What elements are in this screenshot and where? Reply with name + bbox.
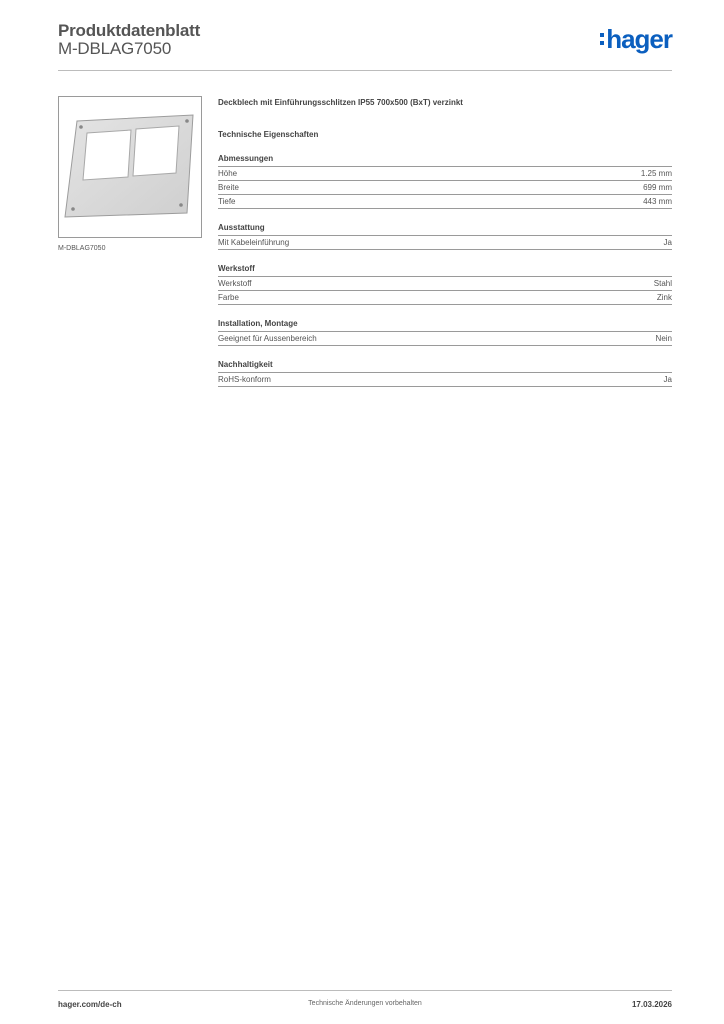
row-value: Ja <box>663 238 672 247</box>
row-label: Farbe <box>218 293 239 302</box>
tech-properties-heading: Technische Eigenschaften <box>218 130 319 139</box>
table-row <box>218 332 672 346</box>
row-value: 1.25 mm <box>640 169 672 178</box>
row-label: RoHS-konform <box>218 375 271 384</box>
product-description: Deckblech mit Einführungsschlitzen IP55 700x500 (BxT) verzinkt <box>218 98 463 107</box>
product-details <box>218 98 672 387</box>
logo-dots-icon <box>600 33 604 45</box>
section-installation <box>218 319 672 346</box>
section-title: Installation, Montage <box>218 319 672 332</box>
table-row <box>218 277 672 291</box>
footer-date: 17.03.2026 <box>631 1000 672 1009</box>
table-row <box>218 291 672 305</box>
row-value: 443 mm <box>643 197 672 206</box>
section-title: Werkstoff <box>218 264 672 277</box>
row-label: Werkstoff <box>218 279 252 288</box>
table-row <box>218 373 672 387</box>
table-row <box>218 181 672 195</box>
row-label: Tiefe <box>218 197 236 206</box>
row-value: Stahl <box>653 279 672 288</box>
section-werkstoff <box>218 264 672 305</box>
row-value: Nein <box>655 334 672 343</box>
table-row <box>218 236 672 250</box>
row-label: Mit Kabeleinführung <box>218 238 290 247</box>
section-title: Abmessungen <box>218 154 672 167</box>
section-ausstattung <box>218 223 672 250</box>
page-footer <box>58 990 672 1015</box>
page-title: Produktdatenblatt <box>58 21 201 40</box>
table-row <box>218 167 672 181</box>
logo-text: hager <box>606 24 672 54</box>
cover-plate-image-icon <box>63 113 199 223</box>
row-value: Zink <box>656 293 672 302</box>
product-image-frame <box>58 96 202 238</box>
footer-note: Technische Änderungen vorbehalten <box>308 1000 422 1007</box>
product-image-caption: M-DBLAG7050 <box>58 245 106 252</box>
section-title: Ausstattung <box>218 223 672 236</box>
row-value: Ja <box>663 375 672 384</box>
row-value: 699 mm <box>643 183 672 192</box>
section-title: Nachhaltigkeit <box>218 360 672 373</box>
row-label: Höhe <box>218 169 238 178</box>
page-header <box>58 20 672 71</box>
footer-website-link[interactable]: hager.com/de-ch <box>58 1000 122 1009</box>
row-label: Geeignet für Aussenbereich <box>218 334 317 343</box>
product-code: M-DBLAG7050 <box>58 39 172 58</box>
row-label: Breite <box>218 183 239 192</box>
table-row <box>218 195 672 209</box>
section-abmessungen <box>218 154 672 209</box>
section-nachhaltigkeit <box>218 360 672 387</box>
hager-logo <box>600 24 672 54</box>
